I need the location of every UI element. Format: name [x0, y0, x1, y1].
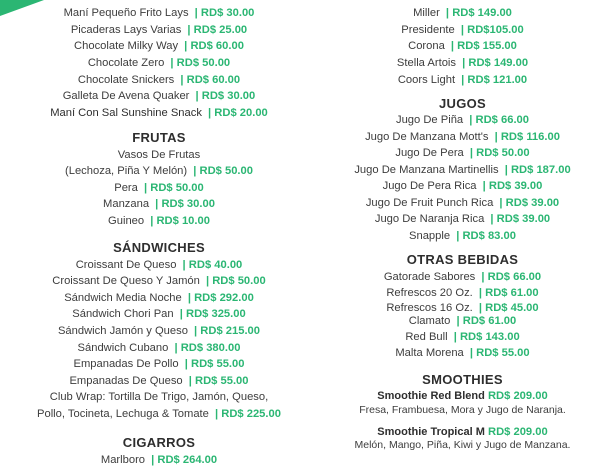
menu-item: Pera | RD$ 50.00: [114, 182, 204, 194]
menu-item: Empanadas De Pollo | RD$ 55.00: [73, 358, 245, 370]
menu-item: Red Bull | RD$ 143.00: [405, 331, 520, 343]
menu-item: Chocolate Zero | RD$ 50.00: [87, 57, 231, 69]
menu-item: Chocolate Milky Way | RD$ 60.00: [74, 40, 244, 52]
menu-item: Vasos De Frutas: [117, 149, 201, 161]
menu-item: Jugo De Piña | RD$ 66.00: [395, 114, 530, 126]
menu-item: Jugo De Manzana Mott's | RD$ 116.00: [365, 131, 560, 143]
menu-item: Refrescos 16 Oz. | RD$ 45.00: [386, 302, 539, 314]
menu-item: Chocolate Snickers | RD$ 60.00: [77, 74, 241, 86]
menu-item: Corona | RD$ 155.00: [408, 40, 517, 52]
section-title: CIGARROS: [122, 435, 196, 450]
menu-item: Sándwich Chori Pan | RD$ 325.00: [72, 308, 246, 320]
menu-item: Jugo De Naranja Rica | RD$ 39.00: [374, 213, 551, 225]
menu-item: Refrescos 20 Oz. | RD$ 61.00: [386, 287, 539, 299]
menu-item: (Lechoza, Piña Y Melón) | RD$ 50.00: [65, 165, 253, 177]
menu-item: Croissant De Queso | RD$ 40.00: [75, 259, 243, 271]
menu-item: Presidente | RD$105.00: [401, 24, 524, 36]
section-title: JUGOS: [438, 96, 486, 111]
menu-item: Sándwich Cubano | RD$ 380.00: [77, 342, 241, 354]
menu-item: Jugo De Manzana Martinellis | RD$ 187.00: [354, 164, 571, 176]
menu-item: Clamato | RD$ 61.00: [408, 315, 517, 327]
menu-item: Stella Artois | RD$ 149.00: [396, 57, 529, 69]
club-wrap-description: Club Wrap: Tortilla De Trigo, Jamón, Queso,: [49, 391, 269, 403]
section-title: OTRAS BEBIDAS: [406, 252, 519, 267]
menu-item: Galleta De Avena Quaker | RD$ 30.00: [62, 90, 256, 102]
menu-item: Jugo De Fruit Punch Rica | RD$ 39.00: [365, 197, 560, 209]
menu-item: Manzana | RD$ 30.00: [103, 198, 215, 210]
menu-item: Jugo De Pera | RD$ 50.00: [395, 147, 530, 159]
menu-item: Malta Morena | RD$ 55.00: [395, 347, 530, 359]
menu-item: Croissant De Queso Y Jamón | RD$ 50.00: [52, 275, 266, 287]
smoothie-name: Smoothie Tropical M RD$ 209.00: [377, 426, 548, 438]
menu-item: Jugo De Pera Rica | RD$ 39.00: [382, 180, 543, 192]
menu-item: Empanadas De Queso | RD$ 55.00: [69, 375, 249, 387]
menu-item: Marlboro | RD$ 264.00: [100, 454, 218, 466]
menu-item: Picaderas Lays Varias | RD$ 25.00: [70, 24, 248, 36]
section-title: SMOOTHIES: [422, 372, 503, 387]
smoothie-description: Melón, Mango, Piña, Kiwi y Jugo de Manzana.: [354, 439, 571, 451]
menu-item: Sándwich Media Noche | RD$ 292.00: [64, 292, 254, 304]
menu-item: Gatorade Sabores | RD$ 66.00: [383, 271, 542, 283]
section-title: SÁNDWICHES: [113, 240, 205, 255]
menu-item: Guineo | RD$ 10.00: [108, 215, 210, 227]
menu-item: Snapple | RD$ 83.00: [409, 230, 516, 242]
menu-item: Miller | RD$ 149.00: [413, 7, 512, 19]
menu-item: Maní Con Sal Sunshine Snack | RD$ 20.00: [50, 107, 268, 119]
smoothie-name: Smoothie Red Blend RD$ 209.00: [377, 390, 548, 402]
smoothie-description: Fresa, Frambuesa, Mora y Jugo de Naranja.: [359, 404, 566, 416]
menu-item: Coors Light | RD$ 121.00: [397, 74, 528, 86]
menu-item: Pollo, Tocineta, Lechuga & Tomate | RD$ 225.00: [37, 408, 281, 420]
menu-item: Sándwich Jamón y Queso | RD$ 215.00: [57, 325, 261, 337]
menu-item: Maní Pequeño Frito Lays | RD$ 30.00: [63, 7, 255, 19]
section-title: FRUTAS: [132, 130, 186, 145]
